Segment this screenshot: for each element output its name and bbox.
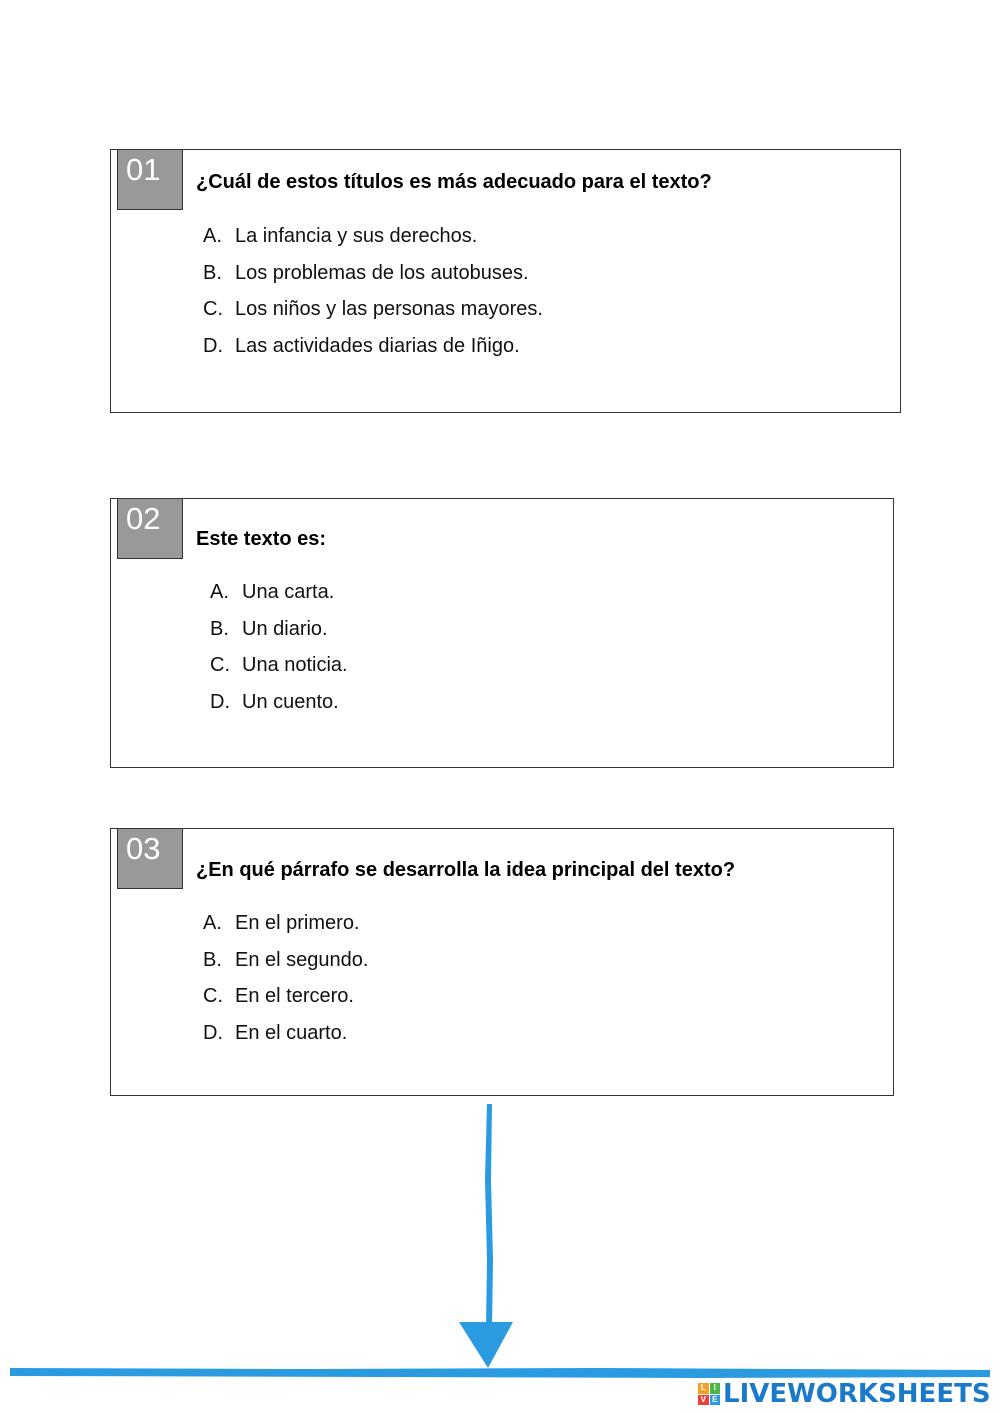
option-letter: B. [210,617,229,640]
logo-square: E [710,1395,721,1406]
option-text: Un cuento. [242,690,339,713]
option-letter: D. [210,690,230,713]
option-text: Una carta. [242,581,335,603]
option-text: Los problemas de los autobuses. [235,261,529,284]
logo-square: V [698,1395,709,1406]
option-letter: A. [203,225,222,247]
question-text: ¿En qué párrafo se desarrolla la idea principal del texto? [196,859,736,881]
question-text: Este texto es: [196,528,327,550]
question-number: 02 [117,499,183,559]
option-text: En el cuarto. [235,1021,348,1044]
logo-square: I [710,1383,721,1394]
option-letter: D. [203,1021,223,1044]
option-letter: B. [203,261,222,284]
baseline-line [10,1368,990,1378]
question-text: ¿Cuál de estos títulos es más adecuado para el texto? [196,171,712,193]
liveworksheets-logo [698,1380,991,1408]
option-text: Las actividades diarias de Iñigo. [235,334,520,357]
option-letter: A. [210,581,229,603]
question-number: 01 [117,150,183,210]
option-text: En el segundo. [235,948,369,971]
option-text: La infancia y sus derechos. [235,225,478,247]
option-text: Una noticia. [242,654,348,676]
option-letter: C. [203,985,223,1007]
arrow-head [459,1322,513,1368]
option-letter: B. [203,948,222,971]
logo-square: L [698,1383,709,1394]
arrow-shaft [485,1104,493,1328]
question-number: 03 [117,829,183,889]
option-text: En el tercero. [235,985,354,1007]
option-text: Los niños y las personas mayores. [235,298,543,320]
option-letter: C. [210,654,230,676]
logo-grid-icon [698,1383,720,1405]
option-letter: C. [203,298,223,320]
option-text: Un diario. [242,617,328,640]
option-letter: D. [203,334,223,357]
logo-text: LIVEWORKSHEETS [723,1379,991,1409]
option-letter: A. [203,912,222,934]
option-text: En el primero. [235,912,360,934]
